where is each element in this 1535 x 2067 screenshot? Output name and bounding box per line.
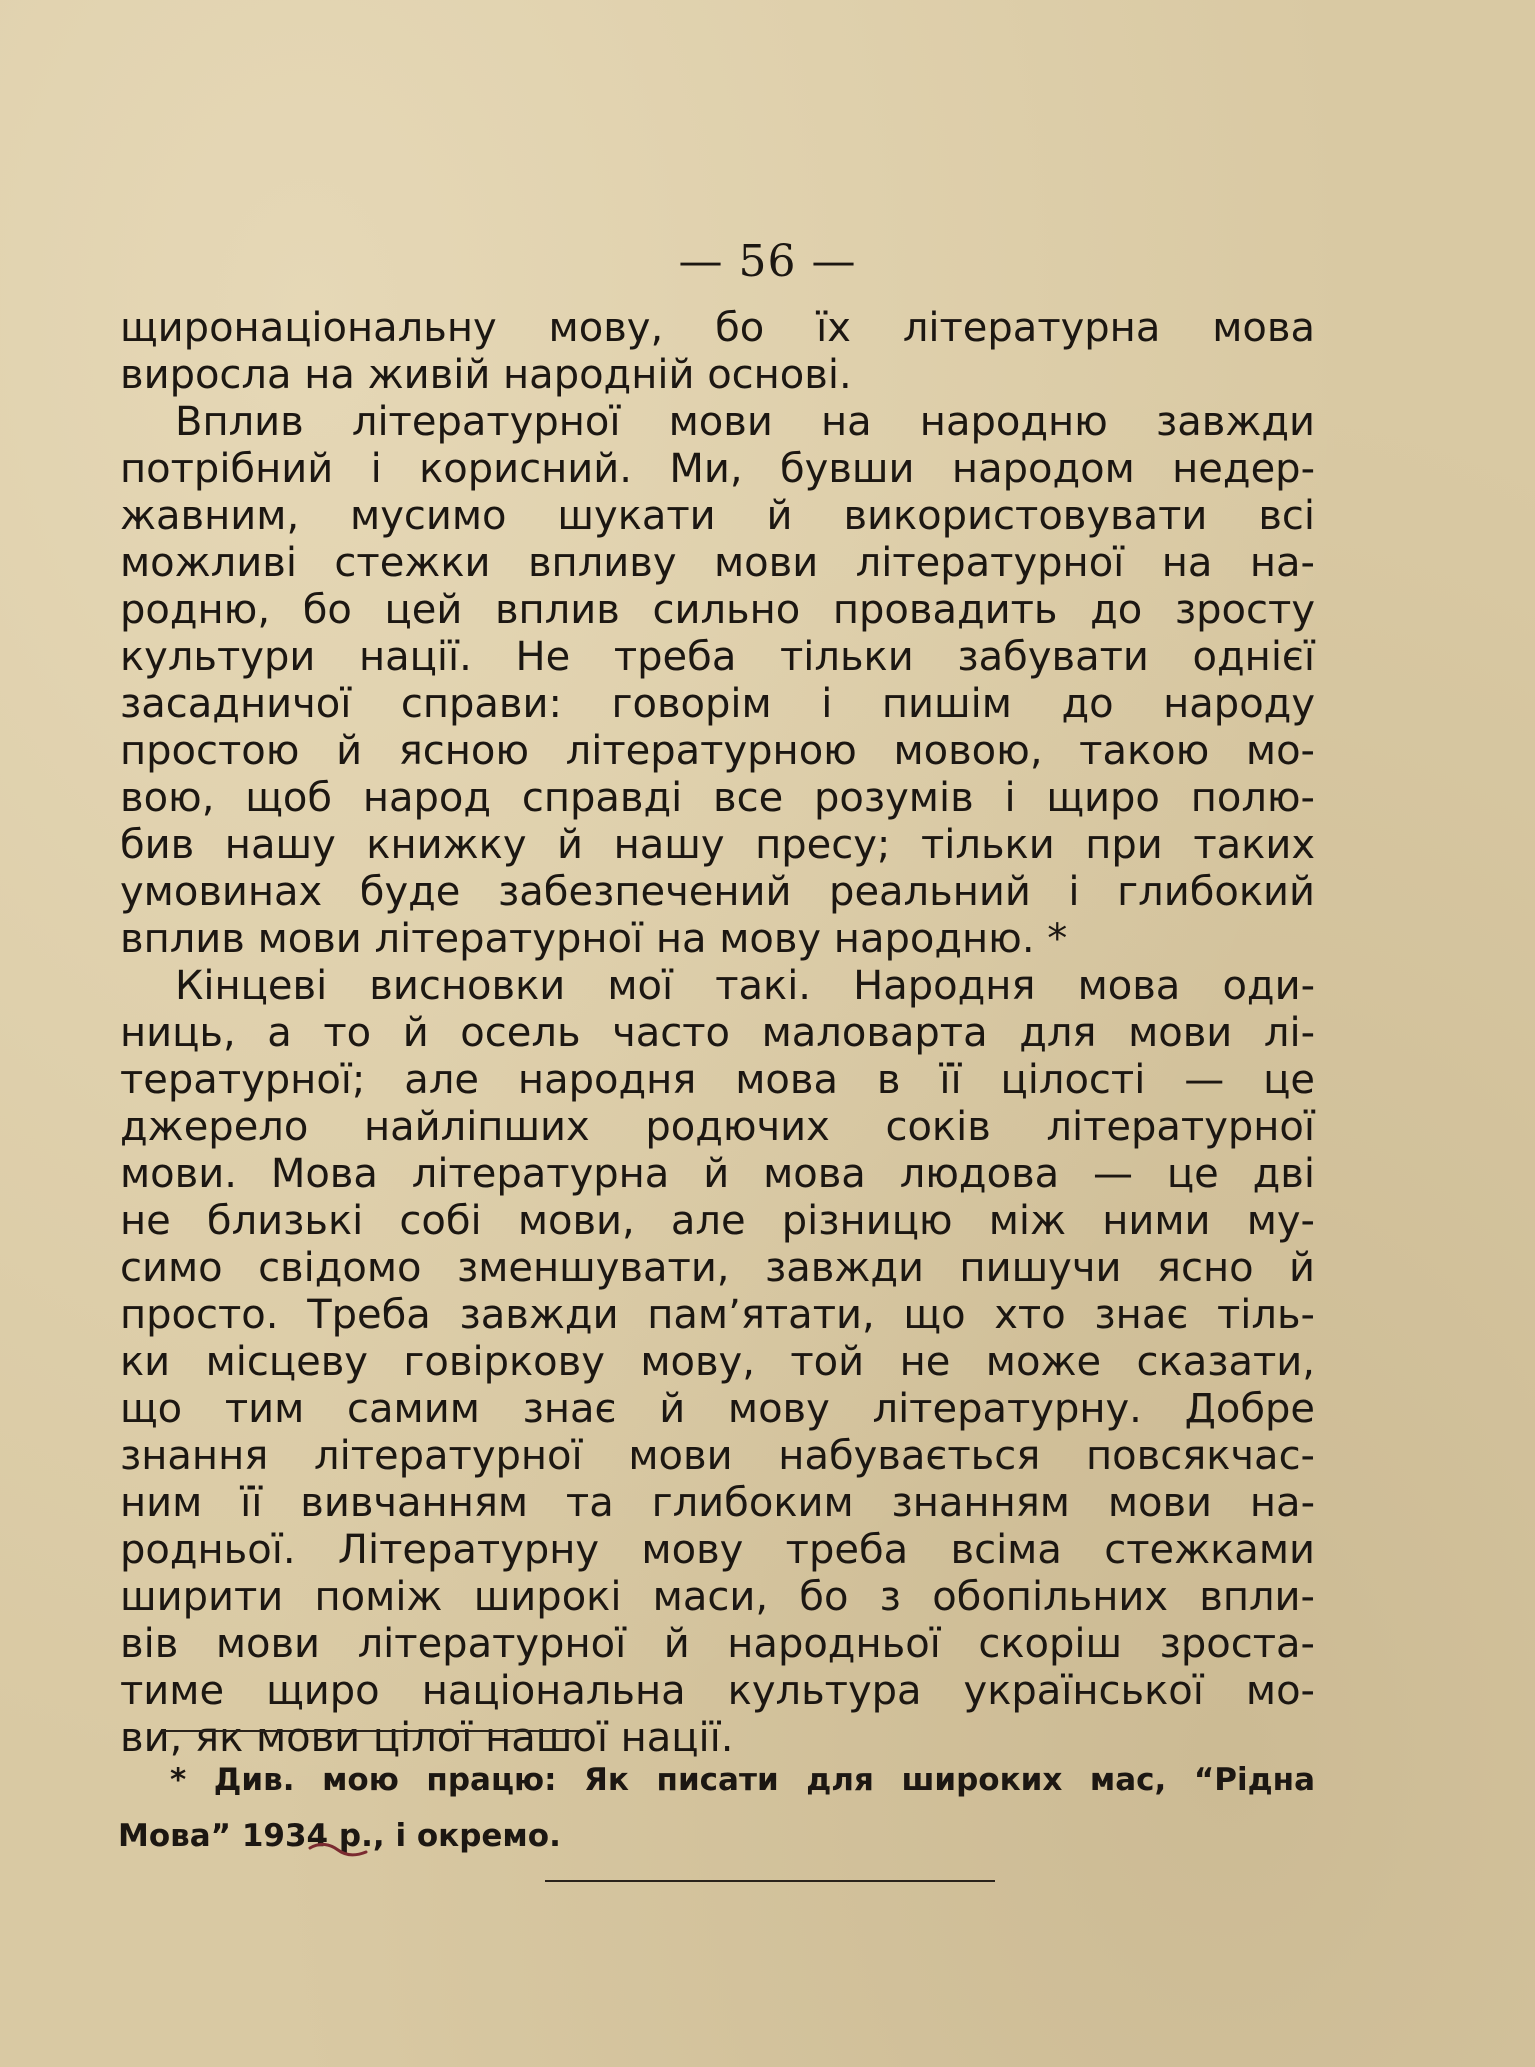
text-line: культури нації. Не треба тільки забувати однієї [120,634,1315,680]
text-line: знання літературної мови набувається повсякчас- [120,1433,1315,1479]
text-line: родньої. Літературну мову треба всіма стежками [120,1527,1315,1573]
text-line: потрібний і корисний. Ми, бувши народом недер- [120,446,1315,492]
text-line: вою, щоб народ справді все розумів і щиро полю- [120,775,1315,821]
text-line: вплив мови літературної на мову народню. * [120,916,1068,962]
text-line: бив нашу книжку й нашу пресу; тільки при таких [120,822,1315,868]
footnote-line: * Див. мою працю: Як писати для широких мас, “Рідна [170,1762,1315,1798]
text-line: не близькі собі мови, але різницю між ними му- [120,1198,1315,1244]
text-line: можливі стежки впливу мови літературної на на- [120,540,1315,586]
footnote-line: Мова” 1934 р., і окремо. [118,1818,561,1854]
text-line: тиме щиро національна культура української мо- [120,1668,1315,1714]
text-line: ниць, а то й осель часто маловарта для мови лі- [120,1010,1315,1056]
text-line: жавним, мусимо шукати й використовувати всі [120,493,1315,539]
text-line: ви, як мови цілої нашої нації. [120,1715,734,1761]
text-line: симо свідомо зменшувати, завжди пишучи ясно й [120,1245,1315,1291]
text-line: виросла на живій народній основі. [120,352,852,398]
text-line: тературної; але народня мова в її цілості — це [120,1057,1315,1103]
text-line: простою й ясною літературною мовою, такою мо- [120,728,1315,774]
text-line: щиронаціональну мову, бо їх літературна мова [120,305,1315,351]
page-number: — 56 — [678,236,857,287]
text-line: Вплив літературної мови на народню завжди [175,399,1315,445]
text-line: Кінцеві висновки мої такі. Народня мова оди- [175,963,1315,1009]
text-line: що тим самим знає й мову літературну. Добре [120,1386,1315,1432]
body-text [120,305,1315,1762]
text-line: вів мови літературної й народньої скоріш зроста- [120,1621,1315,1667]
text-line: мови. Мова літературна й мова людова — це дві [120,1151,1315,1197]
text-line: умовинах буде забезпечений реальний і глибокий [120,869,1315,915]
end-divider [545,1880,995,1882]
footnote-divider [162,1730,580,1732]
text-line: ним її вивчанням та глибоким знанням мови на- [120,1480,1315,1526]
text-line: просто. Треба завжди пам’ятати, що хто знає тіль- [120,1292,1315,1338]
text-line: ширити поміж широкі маси, бо з обопільних впли- [120,1574,1315,1620]
text-line: ки місцеву говіркову мову, той не може сказати, [120,1339,1315,1385]
text-line: засадничої справи: говорім і пишім до народу [120,681,1315,727]
text-line: родню, бо цей вплив сильно провадить до зросту [120,587,1315,633]
pencil-mark [308,1840,368,1860]
text-line: джерело найліпших родючих соків літературної [120,1104,1315,1150]
